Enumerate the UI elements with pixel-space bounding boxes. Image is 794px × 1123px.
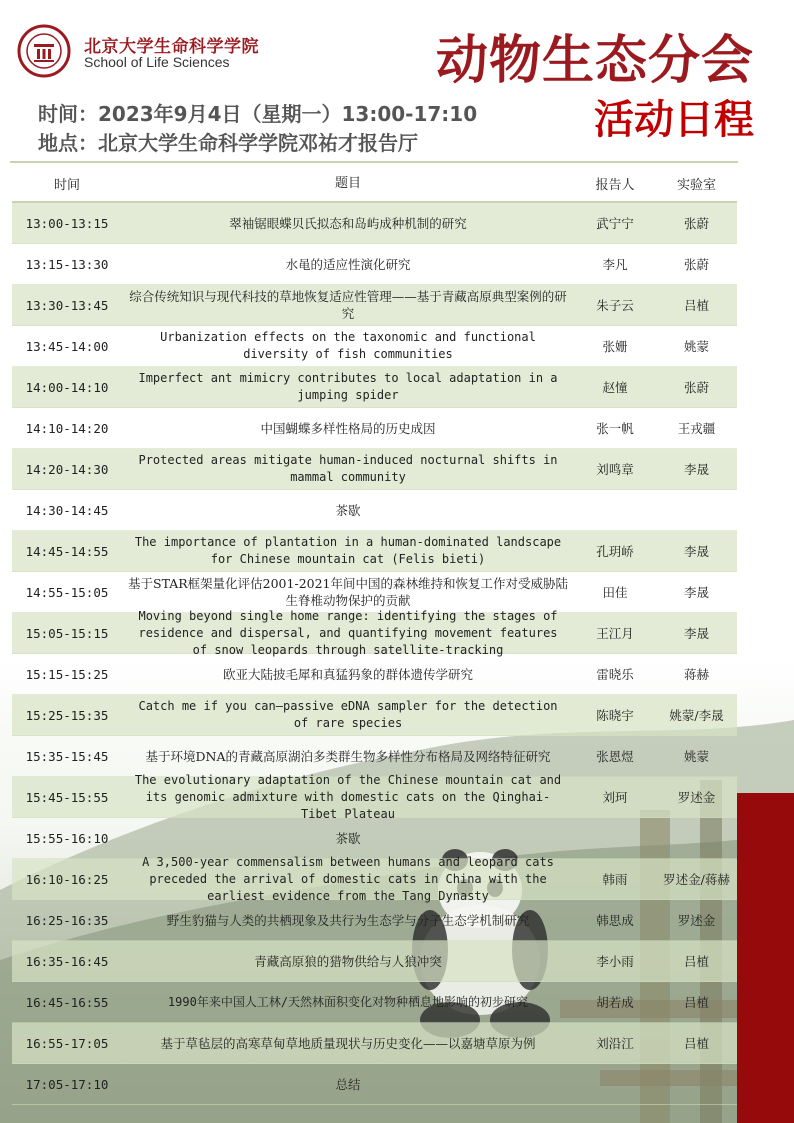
lab-cell: 张蔚 <box>683 380 709 395</box>
speaker-cell: 刘鸣章 <box>596 462 634 477</box>
time-cell: 16:55-17:05 <box>25 1035 109 1051</box>
lab-cell: 李晟 <box>683 626 709 641</box>
speaker-cell: 胡若成 <box>596 995 634 1010</box>
time-cell: 13:45-14:00 <box>25 338 109 354</box>
speaker-cell: 王江月 <box>596 626 634 641</box>
time-cell: 15:35-15:45 <box>25 748 109 764</box>
lab-cell: 吕植 <box>683 995 709 1010</box>
topic-cell: Imperfect ant mimicry contributes to local adaptation in a jumping spider <box>138 371 558 402</box>
lab-cell: 吕植 <box>683 954 709 969</box>
time-cell: 13:30-13:45 <box>25 297 109 313</box>
table-row <box>12 326 737 367</box>
table-row <box>12 531 737 572</box>
lab-cell: 罗述金/蒋赫 <box>663 872 730 887</box>
table-row <box>12 203 737 244</box>
table-header <box>12 165 737 203</box>
time-cell: 15:15-15:25 <box>25 666 109 682</box>
topic-cell: 综合传统知识与现代科技的草地恢复适应性管理——基于青藏高原典型案例的研究 <box>129 289 567 321</box>
time-cell: 15:25-15:35 <box>25 707 109 723</box>
university-name-en: School of Life Sciences <box>84 54 230 70</box>
event-place: 地点：北京大学生命科学学院邓祐才报告厅 <box>38 131 418 155</box>
lab-cell: 王戎疆 <box>677 421 716 436</box>
topic-cell: 欧亚大陆披毛犀和真猛犸象的群体遗传学研究 <box>222 666 473 682</box>
topic-cell: The evolutionary adaptation of the Chinese mountain cat and its genomic admixture with domestic cats on the Qinghai-Tibet Plateau <box>134 772 562 821</box>
table-body <box>12 203 737 1105</box>
topic-cell: Catch me if you can—passive eDNA sampler for the detection of rare species <box>138 699 558 730</box>
peking-university-logo-icon <box>17 24 71 78</box>
page-subtitle: 活动日程 <box>594 97 754 143</box>
speaker-cell: 张一帆 <box>596 421 634 436</box>
university-name-cn: 北京大学生命科学学院 <box>84 37 259 57</box>
speaker-cell: 张恩煜 <box>596 749 634 764</box>
speaker-cell: 朱子云 <box>596 298 634 313</box>
lab-cell: 李晟 <box>683 544 709 559</box>
lab-cell: 罗述金 <box>677 913 716 928</box>
topic-cell: 茶歇 <box>335 502 361 518</box>
topic-cell: 基于草毡层的高寒草甸草地质量现状与历史变化——以嘉塘草原为例 <box>160 1035 536 1051</box>
lab-cell: 张蔚 <box>683 257 709 272</box>
lab-cell: 李晟 <box>683 462 709 477</box>
table-row <box>12 490 737 531</box>
speaker-cell: 赵憧 <box>602 380 628 395</box>
speaker-cell: 李小雨 <box>596 954 634 969</box>
table-row <box>12 408 737 449</box>
speaker-cell: 张姗 <box>602 339 628 354</box>
topic-cell: 总结 <box>335 1076 361 1092</box>
table-row <box>12 1023 737 1064</box>
header-topic: 题目 <box>334 175 361 191</box>
speaker-cell: 孔玥峤 <box>596 544 634 559</box>
lab-cell: 姚蒙 <box>683 339 709 354</box>
speaker-cell: 田佳 <box>602 585 628 600</box>
topic-cell: A 3,500-year commensalism between humans and leopard cats preceded the arrival of domestic cats in China with the earliest evidence from the Tang Dynasty <box>142 854 554 903</box>
header-time: 时间 <box>53 177 80 193</box>
time-cell: 16:45-16:55 <box>25 994 109 1010</box>
schedule-table <box>12 165 737 1105</box>
table-row <box>12 900 737 941</box>
header-divider <box>10 161 738 163</box>
header-speaker: 报告人 <box>595 177 635 193</box>
table-row <box>12 854 737 903</box>
table-row <box>12 982 737 1023</box>
table-row <box>12 449 737 490</box>
lab-cell: 张蔚 <box>683 216 709 231</box>
topic-cell: 青藏高原狼的猎物供给与人狼冲突 <box>254 953 442 969</box>
speaker-cell: 李凡 <box>602 257 628 272</box>
time-cell: 14:20-14:30 <box>25 461 109 477</box>
topic-cell: 基于STAR框架量化评估2001-2021年间中国的森林维持和恢复工作对受威胁陆生脊椎动物保护的贡献 <box>128 576 569 608</box>
time-cell: 14:45-14:55 <box>25 543 109 559</box>
table-row <box>12 772 737 821</box>
decorative-red-band <box>737 793 794 1123</box>
lab-cell: 蒋赫 <box>683 667 709 682</box>
topic-cell: 茶歇 <box>335 830 361 846</box>
time-cell: 15:45-15:55 <box>25 789 109 805</box>
topic-cell: 1990年来中国人工林/天然林面积变化对物种栖息地影响的初步研究 <box>167 994 529 1009</box>
table-row <box>12 941 737 982</box>
speaker-cell: 雷晓乐 <box>596 667 634 682</box>
table-row <box>12 244 737 285</box>
table-row <box>12 608 737 657</box>
time-cell: 17:05-17:10 <box>25 1076 109 1092</box>
table-row <box>12 285 737 326</box>
speaker-cell: 韩思成 <box>596 913 634 928</box>
time-cell: 13:00-13:15 <box>25 215 109 231</box>
time-cell: 14:30-14:45 <box>25 502 109 518</box>
time-cell: 16:25-16:35 <box>25 912 109 928</box>
table-row <box>12 1064 737 1105</box>
speaker-cell: 刘珂 <box>602 790 628 805</box>
time-cell: 13:15-13:30 <box>25 256 109 272</box>
event-time: 时间：2023年9月4日（星期一）13:00-17:10 <box>38 102 478 126</box>
topic-cell: Protected areas mitigate human-induced nocturnal shifts in mammal community <box>138 453 558 484</box>
table-row <box>12 367 737 408</box>
lab-cell: 姚蒙/李晟 <box>669 708 724 723</box>
topic-cell: Moving beyond single home range: identifying the stages of residence and dispersal, and quantifying movement features of snow leopards through satellite-tracking <box>138 608 558 657</box>
speaker-cell: 刘沿江 <box>596 1036 634 1051</box>
lab-cell: 罗述金 <box>677 790 716 805</box>
time-cell: 14:00-14:10 <box>25 379 109 395</box>
speaker-cell: 陈晓宇 <box>596 708 634 723</box>
header-lab: 实验室 <box>676 177 716 193</box>
topic-cell: Urbanization effects on the taxonomic and functional diversity of fish communities <box>160 330 536 361</box>
table-row <box>12 695 737 736</box>
topic-cell: 野生豹猫与人类的共栖现象及共行为生态学与分子生态学机制研究 <box>166 912 530 928</box>
time-cell: 16:35-16:45 <box>25 953 109 969</box>
topic-cell: 基于环境DNA的青藏高原湖泊多类群生物多样性分布格局及网络特征研究 <box>145 748 551 764</box>
time-cell: 15:55-16:10 <box>25 830 109 846</box>
speaker-cell: 韩雨 <box>602 872 628 887</box>
time-cell: 14:55-15:05 <box>25 584 109 600</box>
topic-cell: 中国蝴蝶多样性格局的历史成因 <box>260 420 436 436</box>
lab-cell: 李晟 <box>683 585 709 600</box>
speaker-cell: 武宁宁 <box>596 216 634 231</box>
time-cell: 14:10-14:20 <box>25 420 109 436</box>
lab-cell: 吕植 <box>683 298 709 313</box>
table-row <box>12 654 737 695</box>
time-cell: 15:05-15:15 <box>25 625 109 641</box>
lab-cell: 吕植 <box>683 1036 709 1051</box>
topic-cell: 水黾的适应性演化研究 <box>285 256 411 272</box>
lab-cell: 姚蒙 <box>683 749 709 764</box>
topic-cell: The importance of plantation in a human-dominated landscape for Chinese mountain cat (Felis bieti) <box>134 535 562 566</box>
page-title: 动物生态分会 <box>435 31 754 91</box>
time-cell: 16:10-16:25 <box>25 871 109 887</box>
topic-cell: 翠袖锯眼蝶贝氏拟态和岛屿成种机制的研究 <box>229 215 467 231</box>
